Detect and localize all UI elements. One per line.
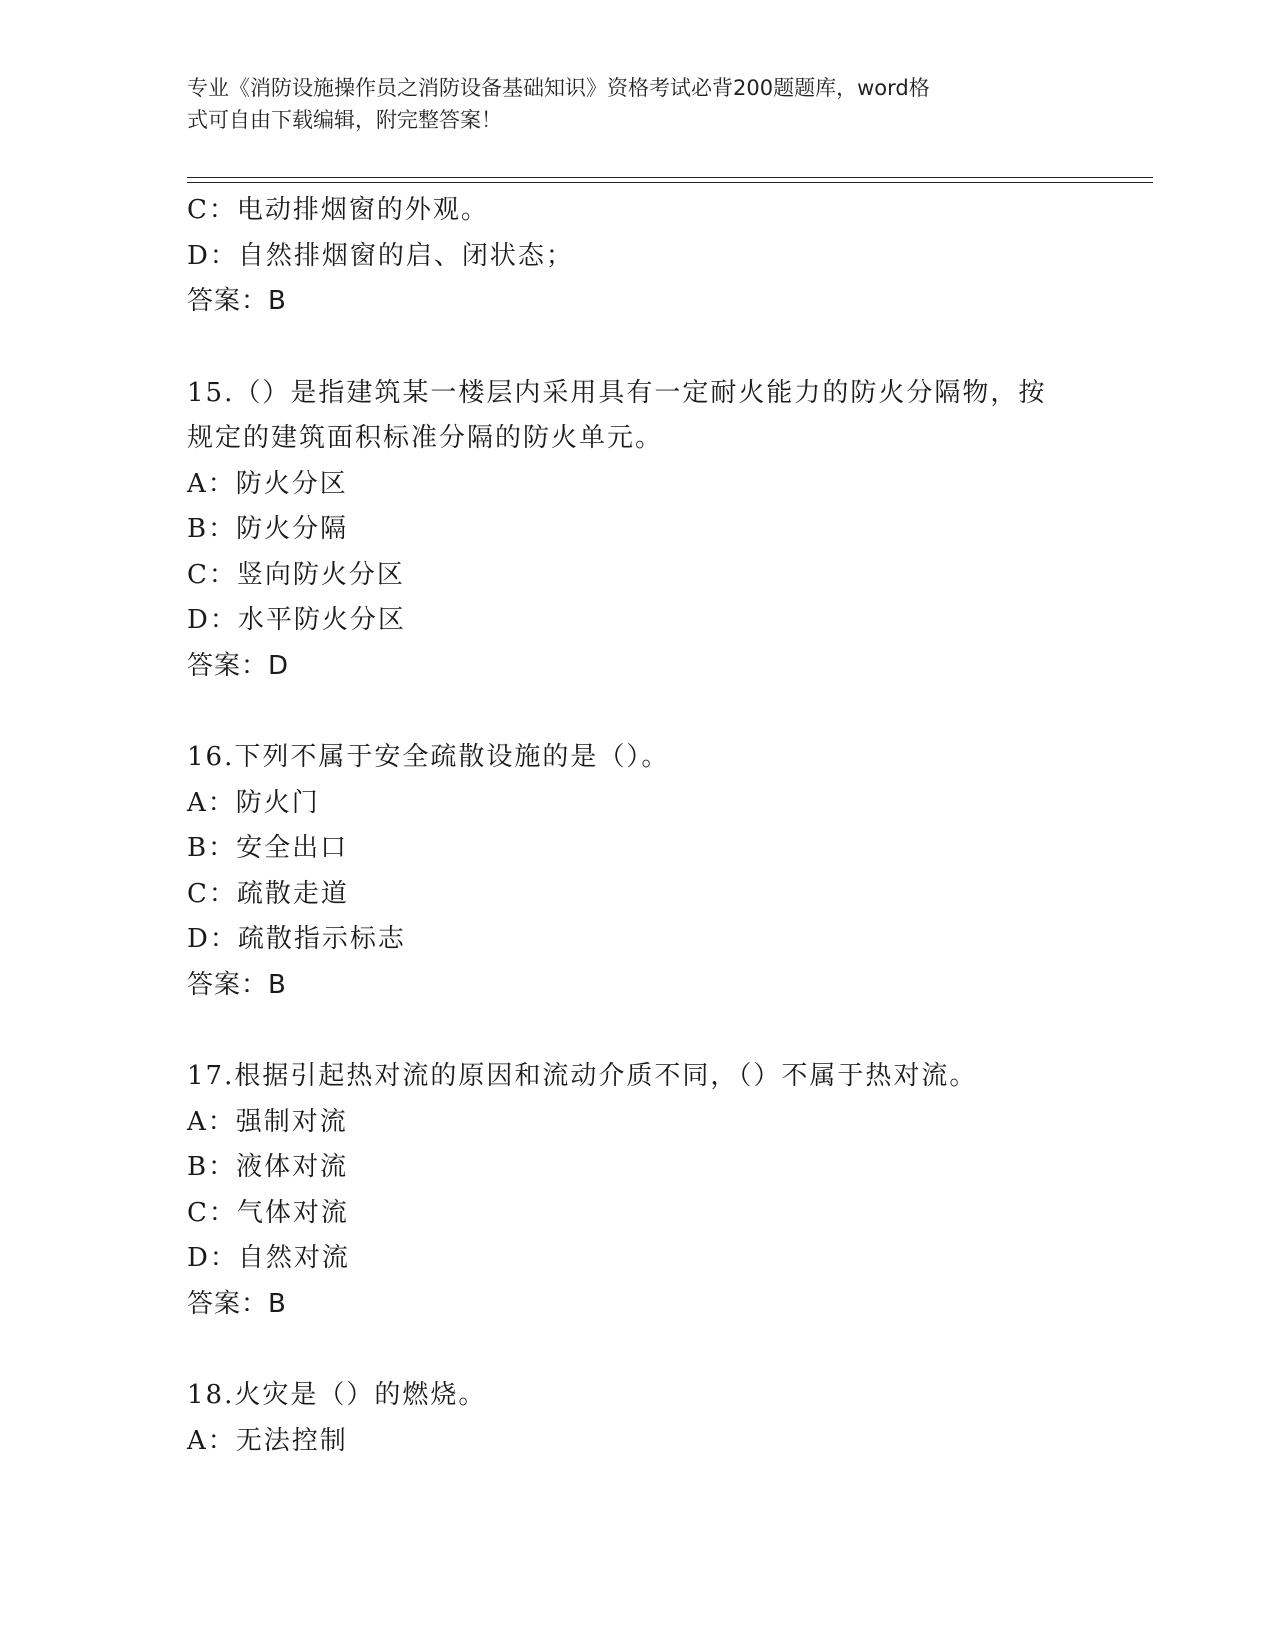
option-d: D：自然排烟窗的启、闭状态； bbox=[187, 240, 574, 271]
question-stem: 规定的建筑面积标准分隔的防火单元。 bbox=[187, 423, 664, 453]
option-b: B：液体对流 bbox=[187, 1152, 349, 1182]
spacer bbox=[187, 1008, 1087, 1054]
answer: 答案：B bbox=[187, 969, 287, 1000]
answer: 答案：B bbox=[187, 1288, 287, 1319]
option-a: A：防火分区 bbox=[187, 468, 348, 499]
option-b: B：防火分隔 bbox=[187, 514, 349, 544]
page-header bbox=[187, 72, 1067, 136]
question-14-continued bbox=[187, 188, 1087, 325]
option-a: A：强制对流 bbox=[187, 1106, 348, 1137]
answer: 答案：D bbox=[187, 650, 290, 681]
answer: 答案：B bbox=[187, 286, 287, 316]
spacer bbox=[187, 1327, 1087, 1373]
question-17 bbox=[187, 1054, 1087, 1327]
option-a: A：防火门 bbox=[187, 787, 320, 818]
option-c: C：竖向防火分区 bbox=[187, 559, 405, 590]
question-list bbox=[187, 188, 1087, 1464]
option-b: B：安全出口 bbox=[187, 833, 349, 863]
header-rule-bottom bbox=[187, 182, 1153, 183]
spacer bbox=[187, 325, 1087, 371]
option-c: C：气体对流 bbox=[187, 1197, 349, 1228]
header-line-2: 式可自由下载编辑，附完整答案！ bbox=[187, 108, 502, 132]
question-stem: 18.火灾是（）的燃烧。 bbox=[187, 1380, 487, 1410]
option-d: D：水平防火分区 bbox=[187, 605, 406, 635]
option-c: C：电动排烟窗的外观。 bbox=[187, 195, 489, 225]
question-18 bbox=[187, 1373, 1087, 1464]
option-a: A：无法控制 bbox=[187, 1425, 348, 1456]
option-d: D：自然对流 bbox=[187, 1243, 350, 1273]
question-stem: 15.（）是指建筑某一楼层内采用具有一定耐火能力的防火分隔物，按 bbox=[187, 377, 1047, 408]
option-c: C：疏散走道 bbox=[187, 878, 349, 909]
question-15 bbox=[187, 371, 1087, 690]
question-stem: 16.下列不属于安全疏散设施的是（）。 bbox=[187, 742, 670, 772]
question-stem: 17.根据引起热对流的原因和流动介质不同，（）不属于热对流。 bbox=[187, 1061, 978, 1091]
header-line-1: 专业《消防设施操作员之消防设备基础知识》资格考试必背200题题库，word格 bbox=[187, 76, 930, 100]
header-rule-top bbox=[187, 177, 1153, 178]
question-16 bbox=[187, 735, 1087, 1008]
spacer bbox=[187, 689, 1087, 735]
option-d: D：疏散指示标志 bbox=[187, 924, 406, 954]
